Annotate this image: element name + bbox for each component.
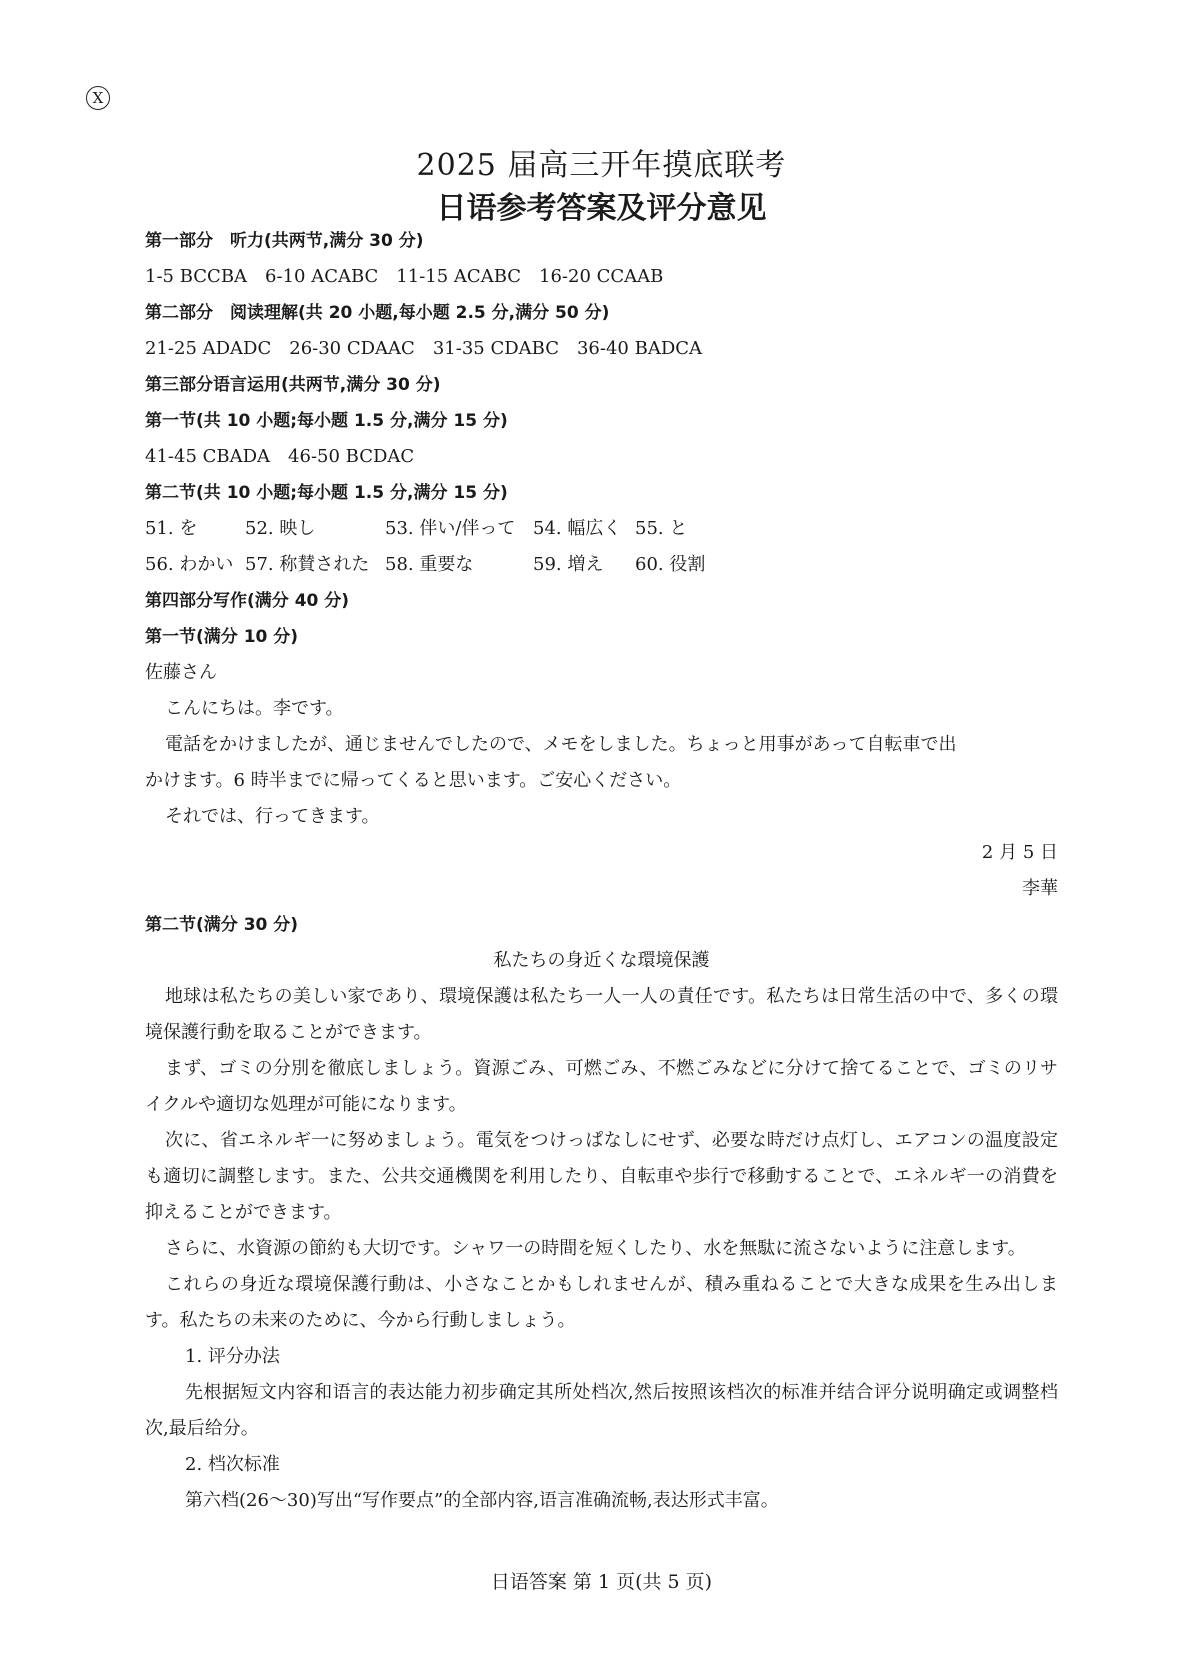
part2-heading: 第二部分 阅读理解(共 20 小题,每小题 2.5 分,满分 50 分) — [145, 303, 610, 323]
memo-closing: それでは、行ってきます。 — [165, 806, 380, 827]
answer-52: 52. 映し — [245, 518, 316, 539]
part4-section2-heading: 第二节(满分 30 分) — [145, 915, 299, 935]
memo-signature: 李華 — [1022, 878, 1058, 899]
part3-section1-answers: 41-45 CBADA 46-50 BCDAC — [145, 446, 415, 467]
part1-answers: 1-5 BCCBA 6-10 ACABC 11-15 ACABC 16-20 CCAAB — [145, 266, 664, 287]
part3-section1-heading: 第一节(共 10 小题;每小题 1.5 分,满分 15 分) — [145, 411, 508, 431]
memo-body-line2: かけます。6 時半までに帰ってくると思います。ご安心ください。 — [145, 770, 682, 791]
scoring-method-heading: 1. 评分办法 — [185, 1346, 280, 1367]
answer-57: 57. 称賛された — [245, 554, 370, 575]
part3-heading: 第三部分语言运用(共两节,满分 30 分) — [145, 375, 441, 395]
document-subtitle: 日语参考答案及评分意见 — [436, 191, 767, 226]
part1-heading: 第一部分 听力(共两节,满分 30 分) — [145, 231, 424, 251]
answer-56: 56. わかい — [145, 554, 234, 575]
memo-addressee: 佐藤さん — [145, 662, 217, 683]
scoring-method-text: 先根据短文内容和语言的表达能力初步确定其所处档次,然后按照该档次的标准并结合评分说明确定或调整档次,最后给分。 — [145, 1382, 1058, 1439]
part4-section1-heading: 第一节(满分 10 分) — [145, 627, 299, 647]
answer-53: 53. 伴い/伴って — [385, 518, 516, 539]
answer-58: 58. 重要な — [385, 554, 474, 575]
grade-standard-heading: 2. 档次标准 — [185, 1454, 280, 1475]
content-body — [145, 223, 1058, 1519]
part2-answers: 21-25 ADADC 26-30 CDAAC 31-35 CDABC 36-40 BADCA — [145, 338, 703, 359]
essay-paragraph-5: これらの身近な環境保護行動は、小さなことかもしれませんが、積み重ねることで大きな成果を生み出します。私たちの未来のために、今から行動しましょう。 — [145, 1274, 1058, 1331]
answer-55: 55. と — [635, 518, 688, 539]
answer-51: 51. を — [145, 518, 198, 539]
answer-60: 60. 役割 — [635, 554, 706, 575]
page-footer: 日语答案 第 1 页(共 5 页) — [490, 1571, 713, 1593]
answer-row-51-55 — [145, 511, 1058, 547]
exam-title: 2025 届高三开年摸底联考 — [416, 148, 787, 183]
answer-59: 59. 増え — [533, 554, 604, 575]
memo-body-line1: 電話をかけましたが、通じませんでしたので、メモをしました。ちょっと用事があって自転車で出 — [165, 734, 957, 755]
answer-54: 54. 幅広く — [533, 518, 622, 539]
memo-date: 2 月 5 日 — [981, 842, 1058, 863]
essay-paragraph-4: さらに、水資源の節約も大切です。シャワ一の時間を短くしたり、水を無駄に流さないように注意します。 — [165, 1238, 1026, 1259]
part4-heading: 第四部分写作(满分 40 分) — [145, 591, 350, 611]
part3-section2-heading: 第二节(共 10 小题;每小题 1.5 分,满分 15 分) — [145, 483, 508, 503]
essay-title: 私たちの身近くな環境保護 — [493, 950, 710, 971]
memo-greeting: こんにちは。李です。 — [165, 698, 344, 719]
essay-paragraph-3: 次に、省エネルギ一に努めましょう。電気をつけっぱなしにせず、必要な時だけ点灯し、エアコンの温度設定も適切に調整します。また、公共交通機関を利用したり、自転車や歩行で移動することで、エネルギ一の消費を抑えることができます。 — [145, 1130, 1058, 1223]
essay-paragraph-1: 地球は私たちの美しい家であり、環境保護は私たち一人一人の責任です。私たちは日常生活の中で、多くの環境保護行動を取ることができます。 — [145, 986, 1058, 1043]
grade-six-description: 第六档(26～30)写出“写作要点”的全部内容,语言准确流畅,表达形式丰富。 — [185, 1490, 779, 1511]
answer-row-56-60 — [145, 547, 1058, 583]
essay-paragraph-2: まず、ゴミの分別を徹底しましょう。資源ごみ、可燃ごみ、不燃ごみなどに分けて捨てることで、ゴミのリサイクルや適切な処理が可能になります。 — [145, 1058, 1058, 1115]
circled-x-mark: X — [86, 86, 110, 110]
